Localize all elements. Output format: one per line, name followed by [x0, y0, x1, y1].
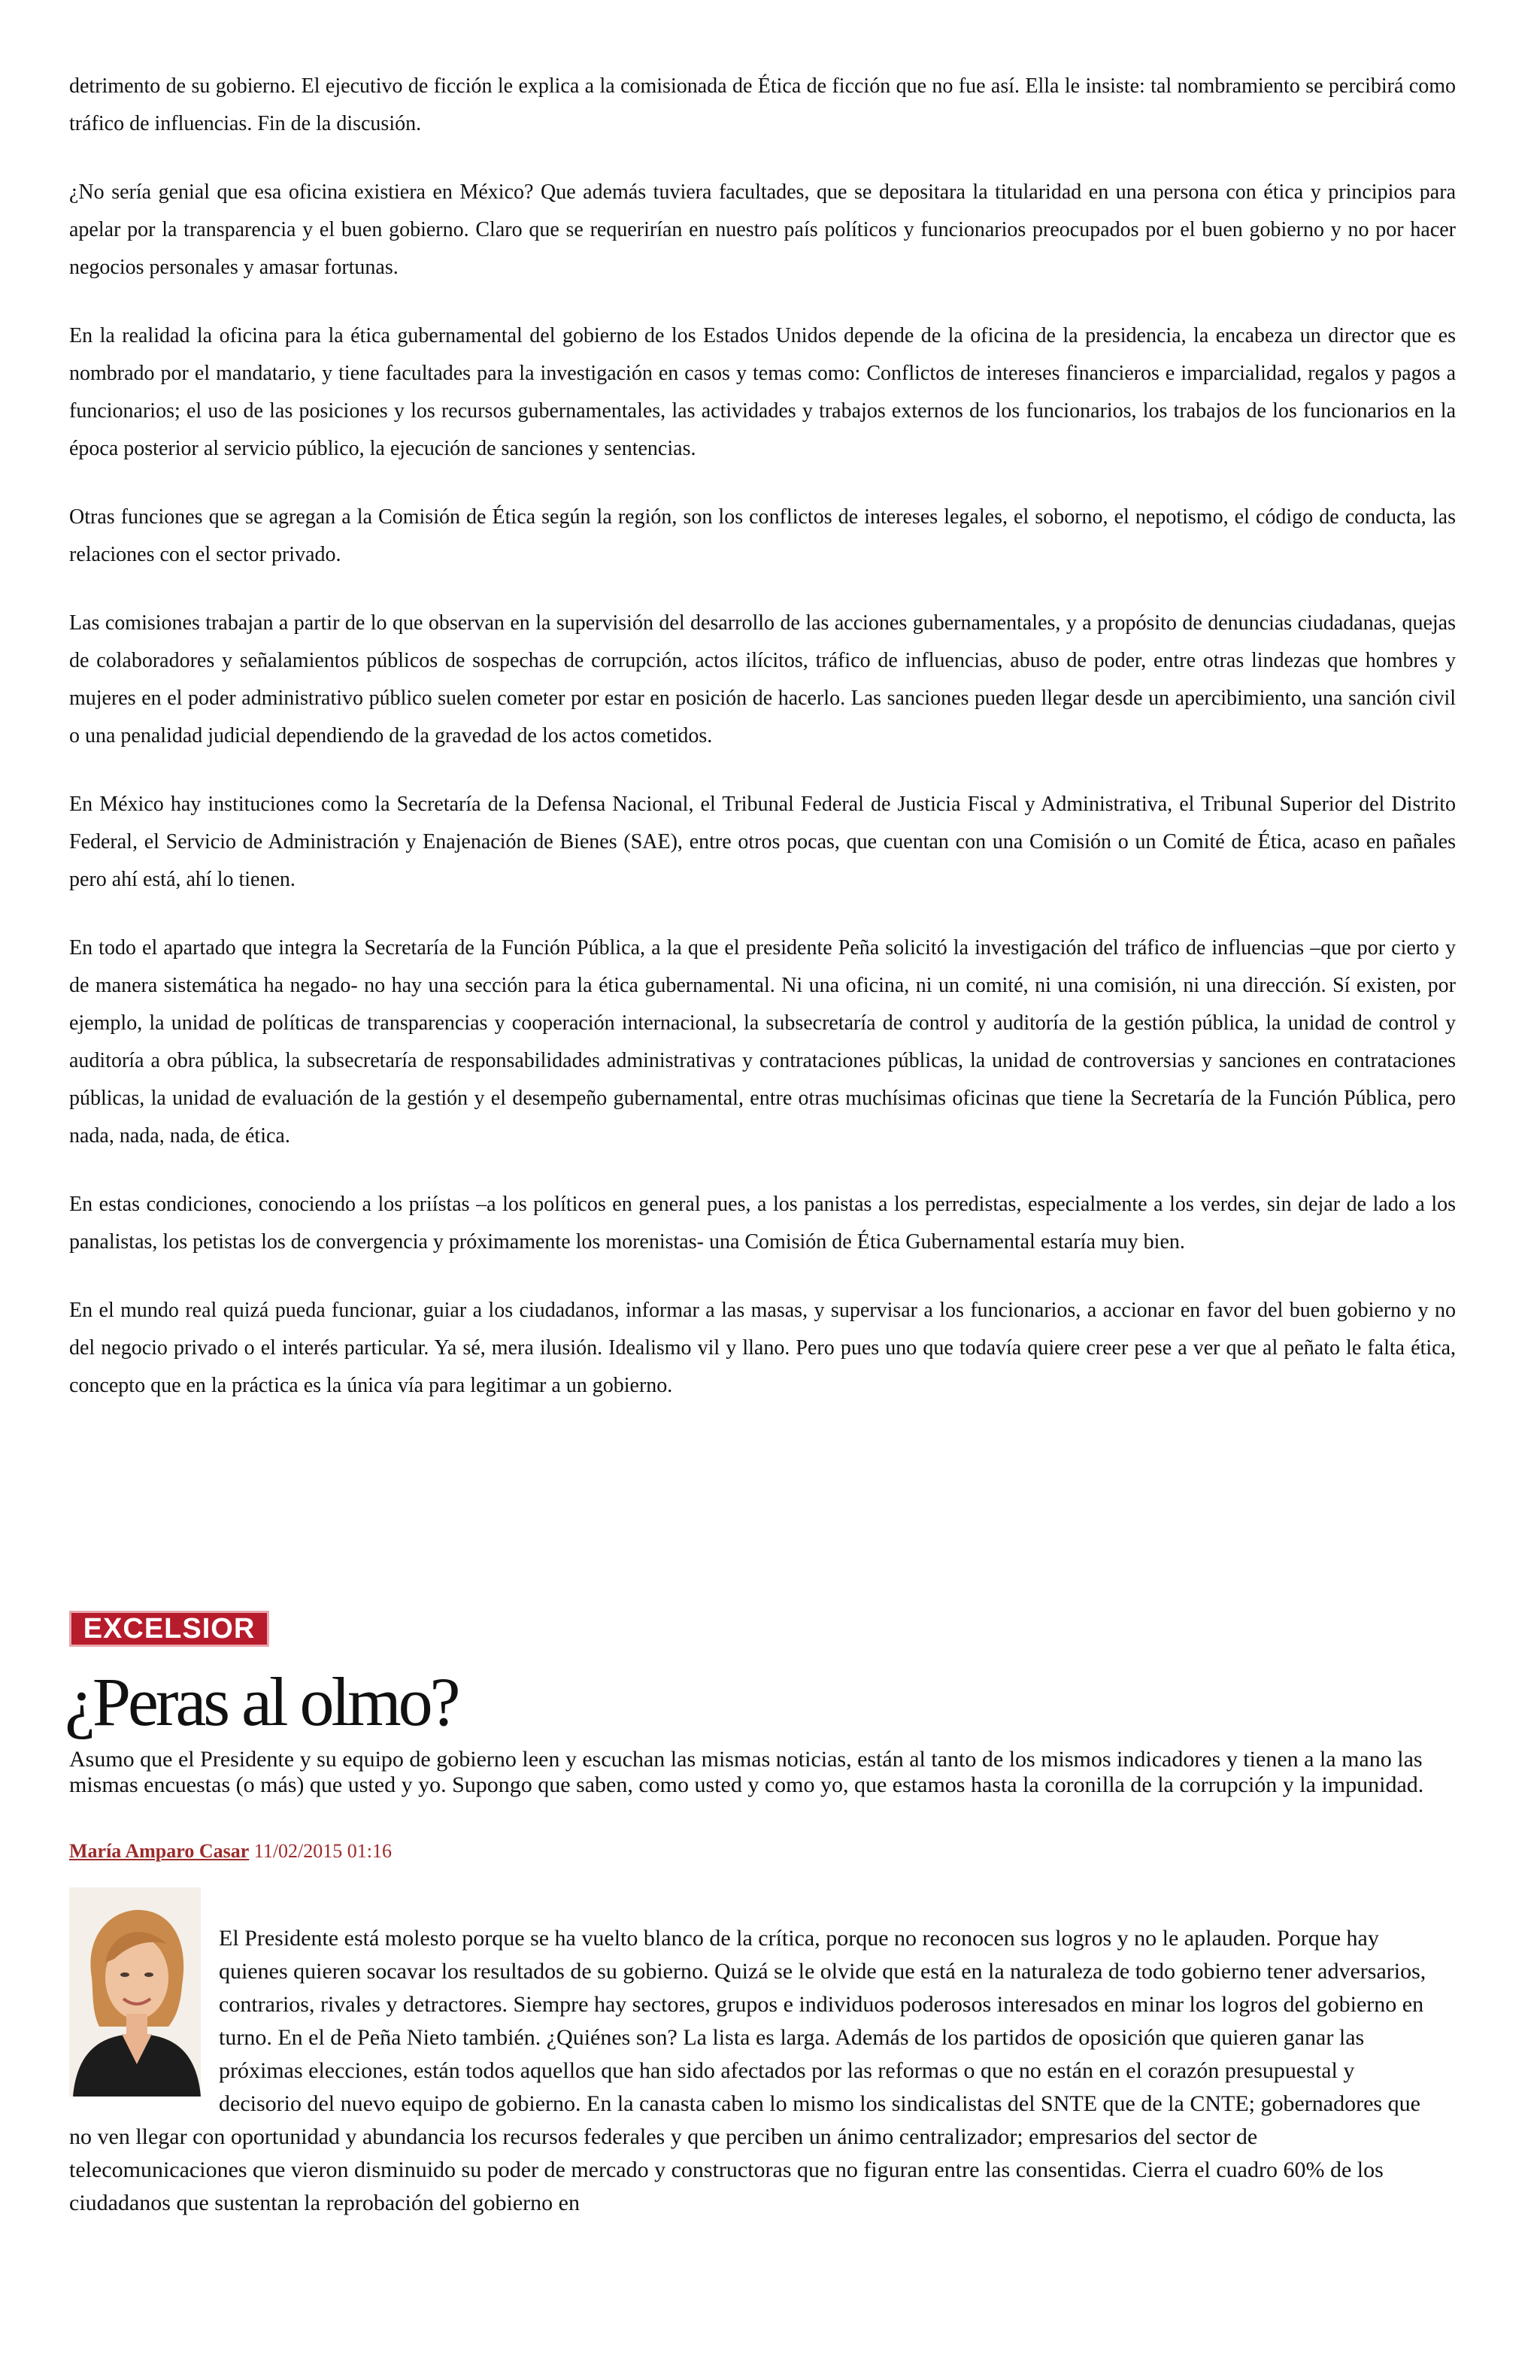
paragraph: En estas condiciones, conociendo a los priístas –a los políticos en general pues, a los panistas a los perredistas, especialmente a los verdes, sin dejar de lado a los panalistas, los petistas los de convergencia y próximamente los morenistas- una Comisión de Ética Gubernamental estaría muy bien.: [69, 1193, 1456, 1254]
article-body: [69, 1887, 1438, 2220]
publish-date: 11/02/2015 01:16: [253, 1840, 392, 1862]
author-photo: [69, 1887, 201, 2097]
article-summary: Asumo que el Presidente y su equipo de gobierno leen y escuchan las mismas noticias, están al tanto de los mismos indicadores y tienen a la mano las mismas encuestas (o más) que usted y yo. Supongo que saben, como usted y como yo, que estamos hasta la coronilla de la corrupción y la impunidad.: [69, 1747, 1424, 1797]
paragraph: detrimento de su gobierno. El ejecutivo de ficción le explica a la comisionada de Ética de ficción que no fue así. Ella le insiste: tal nombramiento se percibirá como tráfico de influencias. Fin de la discusión.: [69, 74, 1456, 135]
paragraph: Las comisiones trabajan a partir de lo que observan en la supervisión del desarrollo de las acciones gubernamentales, y a propósito de denuncias ciudadanas, quejas de colaboradores y señalamientos públicos de sospechas de corrupción, actos ilícitos, tráfico de influencias, abuso de poder, entre otras lindezas que hombres y mujeres en el poder administrativo público suelen cometer por estar en posición de hacerlo. Las sanciones pueden llegar desde un apercibimiento, una sanción civil o una penalidad judicial dependiendo de la gravedad de los actos cometidos.: [69, 611, 1456, 747]
author-link[interactable]: María Amparo Casar: [69, 1840, 250, 1862]
article-body-continued: [69, 68, 1456, 1436]
excelsior-logo: [69, 1611, 269, 1647]
byline: [69, 1839, 392, 1863]
paragraph: ¿No sería genial que esa oficina existiera en México? Que además tuviera facultades, que se depositara la titularidad en una persona con ética y principios para apelar por la transparencia y el buen gobierno. Claro que se requerirían en nuestro país políticos y funcionarios preocupados por el buen gobierno y no por hacer negocios personales y amasar fortunas.: [69, 180, 1456, 279]
paragraph: Otras funciones que se agregan a la Comisión de Ética según la región, son los conflictos de intereses legales, el soborno, el nepotismo, el código de conducta, las relaciones con el sector privado.: [69, 505, 1456, 566]
paragraph: En la realidad la oficina para la ética gubernamental del gobierno de los Estados Unidos depende de la oficina de la presidencia, la encabeza un director que es nombrado por el mandatario, y tiene facultades para la investigación en casos y temas como: Conflictos de intereses financieros e imparcialidad, regalos y pagos a funcionarios; el uso de las posiciones y los recursos gubernamentales, las actividades y trabajos externos de los funcionarios, los trabajos de los funcionarios en la época posterior al servicio público, la ejecución de sanciones y sentencias.: [69, 324, 1456, 460]
article-text: El Presidente está molesto porque se ha vuelto blanco de la crítica, porque no reconocen sus logros y no le aplauden. Porque hay quienes quieren socavar los resultados de su gobierno. Quizá se le olvide que está en la naturaleza de todo gobierno tener adversarios, contrarios, rivales y detractores. Siempre hay sectores, grupos e individuos poderosos interesados en minar los logros del gobierno en turno. En el de Peña Nieto también. ¿Quiénes son? La lista es larga. Además de los partidos de oposición que quieren ganar las próximas elecciones, están todos aquellos que han sido afectados por las reformas o que no están en el corazón presupuestal y decisorio del nuevo equipo de gobierno. En la canasta caben lo mismo los sindicalistas del SNTE que de la CNTE; gobernadores que no ven llegar con oportunidad y abundancia los recursos federales y que perciben un ánimo centralizador; empresarios del sector de telecomunicaciones que vieron disminuido su poder de mercado y constructoras que no figuran entre las consentidas. Cierra el cuadro 60% de los ciudadanos que sustentan la reprobación del gobierno en: [69, 1926, 1426, 2215]
logo-text: EXCELSIOR: [69, 1611, 269, 1647]
paragraph: En todo el apartado que integra la Secretaría de la Función Pública, a la que el presidente Peña solicitó la investigación del tráfico de influencias –que por cierto y de manera sistemática ha negado- no hay una sección para la ética gubernamental. Ni una oficina, ni un comité, ni una comisión, ni una dirección. Sí existen, por ejemplo, la unidad de políticas de transparencias y cooperación internacional, la subsecretaría de control y auditoría de la gestión pública, la unidad de control y auditoría a obra pública, la subsecretaría de responsabilidades administrativas y contrataciones públicas, la unidad de controversias y sanciones en contrataciones públicas, la unidad de evaluación de la gestión y el desempeño gubernamental, entre otras muchísimas oficinas que tiene la Secretaría de la Función Pública, pero nada, nada, nada, de ética.: [69, 936, 1456, 1148]
paragraph: En México hay instituciones como la Secretaría de la Defensa Nacional, el Tribunal Federal de Justicia Fiscal y Administrativa, el Tribunal Superior del Distrito Federal, el Servicio de Administración y Enajenación de Bienes (SAE), entre otros pocas, que cuentan con una Comisión o un Comité de Ética, acaso en pañales pero ahí está, ahí lo tienen.: [69, 793, 1456, 891]
headline: ¿Peras al olmo?: [65, 1663, 458, 1740]
paragraph: En el mundo real quizá pueda funcionar, guiar a los ciudadanos, informar a las masas, y supervisar a los funcionarios, a accionar en favor del buen gobierno y no del negocio privado o el interés particular. Ya sé, mera ilusión. Idealismo vil y llano. Pero pues uno que todavía quiere creer pese a ver que al peñato le falta ética, concepto que en la práctica es la única vía para legitimar a un gobierno.: [69, 1299, 1456, 1397]
